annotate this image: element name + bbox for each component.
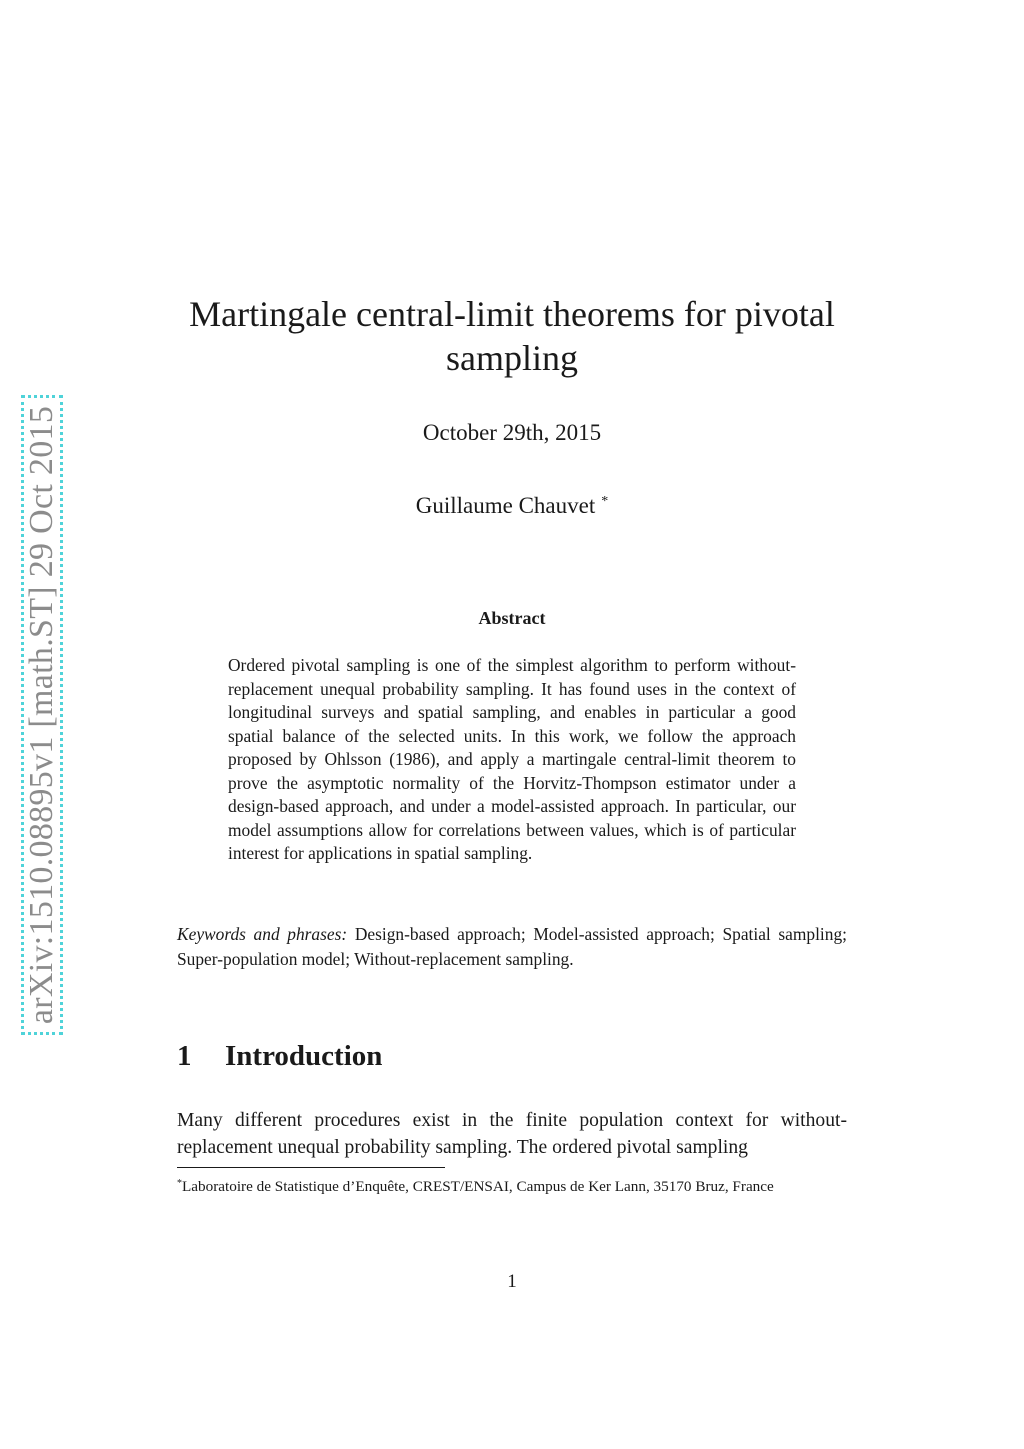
- footnote-text: Laboratoire de Statistique d’Enquête, CREST/ENSAI, Campus de Ker Lann, 35170 Bruz, France: [182, 1178, 774, 1195]
- introduction-paragraph: Many different procedures exist in the finite population context for without-replacement unequal probability sampling. The ordered pivotal sampling: [177, 1110, 847, 1158]
- abstract-body: Ordered pivotal sampling is one of the simplest algorithm to perform without-replacement unequal probability sampling. It has found uses in the context of longitudinal surveys and spatial sampling, and enables in particular a good spatial balance of the selected units. In this work, we follow the approach proposed by Ohlsson (1986), and apply a martingale central-limit theorem to prove the asymptotic normality of the Horvitz-Thompson estimator under a design-based approach, and under a model-assisted approach. In particular, our model assumptions allow for correlations between values, which is of particular interest for applications in spatial sampling.: [228, 655, 796, 863]
- footnote: [177, 1173, 847, 1197]
- author-line: [0, 493, 1024, 519]
- paper-title: Martingale central-limit theorems for pivotal sampling: [189, 294, 835, 378]
- footnote-rule: [177, 1167, 445, 1168]
- author-footnote-mark: *: [601, 494, 609, 509]
- author-name: Guillaume Chauvet: [415, 493, 596, 518]
- page-number: 1: [507, 1271, 517, 1292]
- footnote-mark: *: [177, 1178, 182, 1189]
- section-number: 1: [177, 1040, 192, 1072]
- section-heading-introduction: [177, 1040, 382, 1073]
- keywords-text: Design-based approach; Model-assisted approach; Spatial sampling; Super-population model; Without-replacement sampling.: [177, 924, 847, 969]
- arxiv-stamp: [21, 395, 63, 1035]
- section-title: Introduction: [225, 1040, 383, 1072]
- abstract-heading: Abstract: [478, 608, 546, 628]
- arxiv-identifier: arXiv:1510.08895v1 [math.ST] 29 Oct 2015: [23, 405, 60, 1025]
- keywords-paragraph: [177, 922, 847, 972]
- paper-date: October 29th, 2015: [422, 420, 602, 445]
- keywords-label: Keywords and phrases:: [177, 924, 348, 944]
